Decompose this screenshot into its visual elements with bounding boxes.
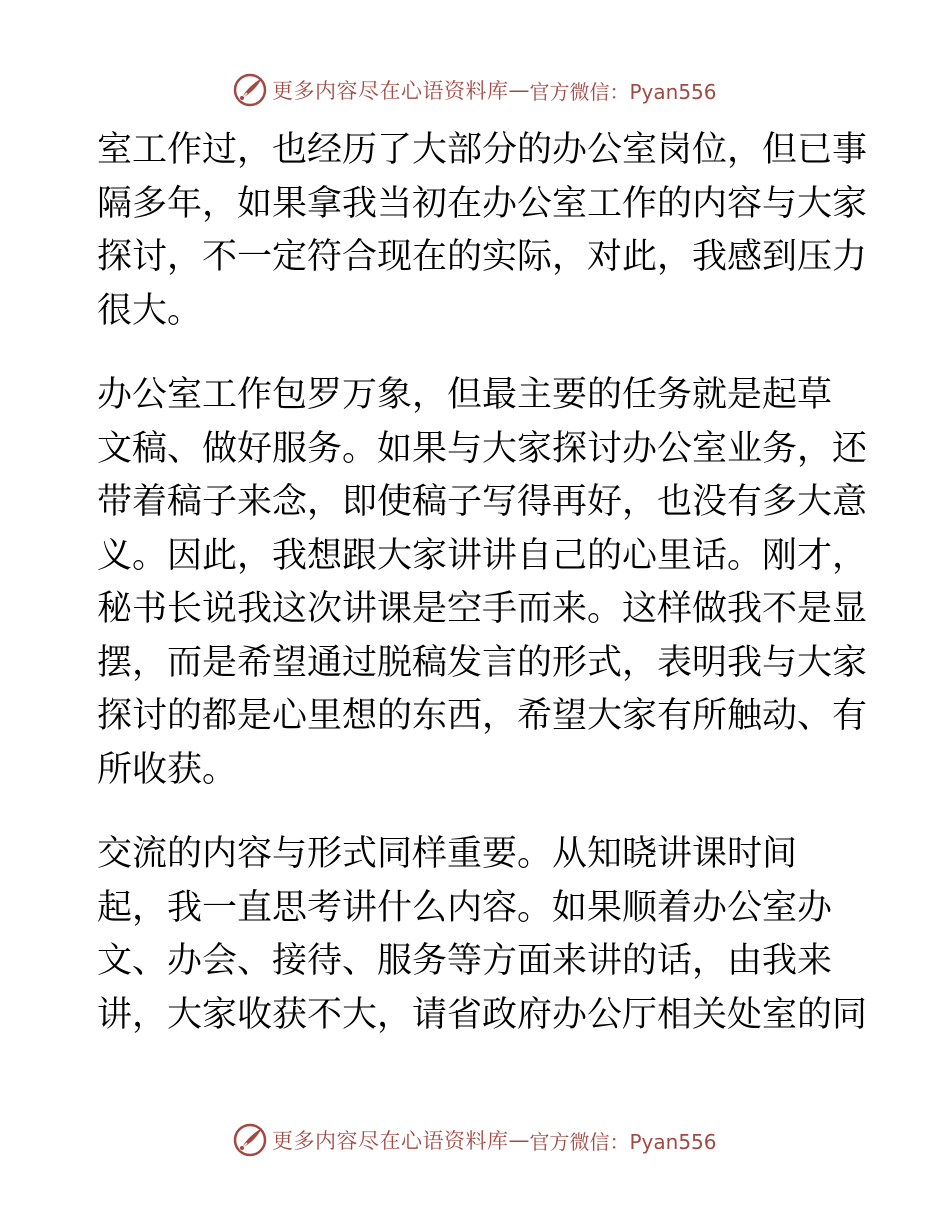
watermark-separator: — <box>508 78 530 102</box>
text-line: 摆，而是希望通过脱稿发言的形式，表明我与大家 <box>97 642 868 683</box>
header-watermark <box>232 70 717 110</box>
text-line: 办公室工作包罗万象，但最主要的任务就是起草 <box>97 375 833 415</box>
text-line: 所收获。 <box>97 749 238 790</box>
text-line: 探讨，不一定符合现在的实际，对此，我感到压力 <box>97 237 868 277</box>
text-line: 讲，大家收获不大，请省政府办公厅相关处室的同 <box>97 994 868 1035</box>
paragraph-gap <box>97 797 857 828</box>
text-line: 起，我一直思考讲什么内容。如果顺着办公室办 <box>97 887 833 928</box>
paragraph-3 <box>97 828 868 1042</box>
paragraph-1 <box>97 124 868 338</box>
watermark-contact: 官方微信：Pyan556 <box>529 1129 717 1154</box>
text-line: 文、办会、接待、服务等方面来讲的话，由我来 <box>97 941 833 981</box>
text-line: 室工作过，也经历了大部分的办公室岗位，但已事 <box>97 130 868 170</box>
text-line: 隔多年，如果拿我当初在办公室工作的内容与大家 <box>97 183 868 224</box>
text-line: 交流的内容与形式同样重要。从知晓讲课时间 <box>97 834 798 874</box>
footer-watermark <box>232 1120 717 1160</box>
text-line: 带着稿子来念，即使稿子写得再好，也没有多大意 <box>97 482 868 522</box>
watermark-text: 更多内容尽在心语资料库 <box>272 1129 509 1153</box>
document-body <box>97 124 868 1042</box>
text-line: 秘书长说我这次讲课是空手而来。这样做我不是显 <box>97 589 868 629</box>
text-line: 义。因此，我想跟大家讲讲自己的心里话。刚才， <box>97 535 868 576</box>
quill-pen-logo-icon <box>232 1122 268 1158</box>
text-line: 很大。 <box>97 290 203 331</box>
watermark-contact: 官方微信：Pyan556 <box>529 79 717 104</box>
text-line: 探讨的都是心里想的东西，希望大家有所触动、有 <box>97 696 868 736</box>
watermark-separator: — <box>508 1128 530 1152</box>
paragraph-gap <box>97 338 857 369</box>
paragraph-2 <box>97 369 868 797</box>
watermark-text: 更多内容尽在心语资料库 <box>272 79 509 103</box>
text-line: 文稿、做好服务。如果与大家探讨办公室业务，还 <box>97 428 868 469</box>
quill-pen-logo-icon <box>232 72 268 108</box>
